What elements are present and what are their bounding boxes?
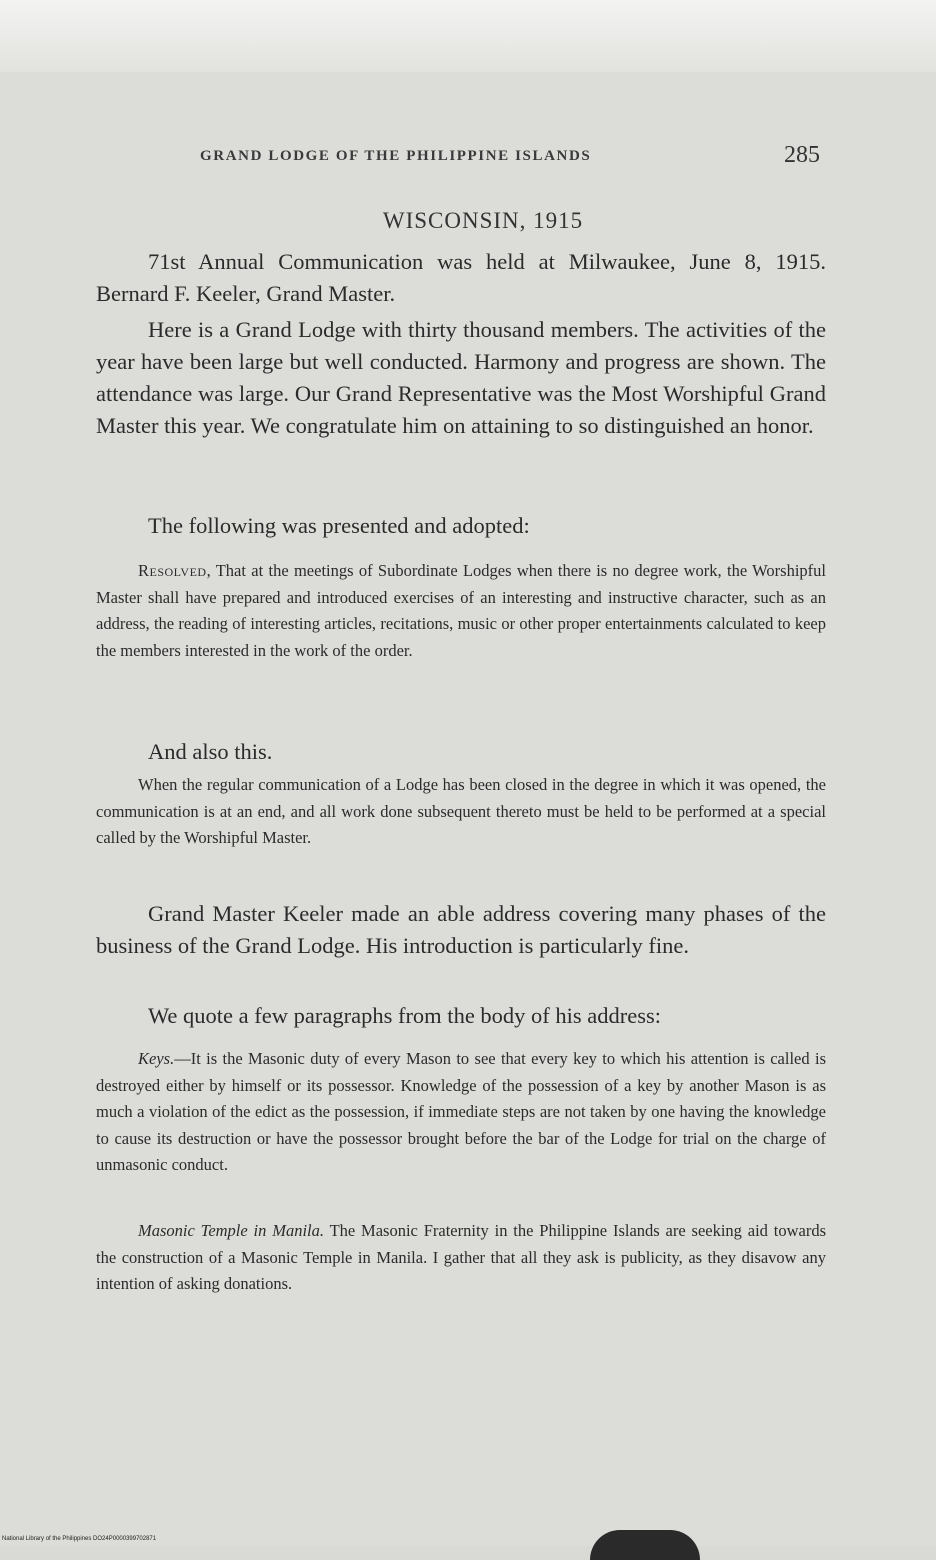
paragraph-quote-intro bbox=[96, 1000, 826, 1032]
resolution-quote bbox=[96, 558, 826, 664]
paragraph-meeting bbox=[96, 246, 826, 310]
paragraph-presented bbox=[96, 510, 826, 542]
paragraph-text: Here is a Grand Lodge with thirty thousand members. The activities of the year have been large but well conducted. Harmony and progress are shown. The attendance was large. Our Grand Representative was the Most Worshipful Grand Master this year. We congratulate him on attaining to so distinguished an honor. bbox=[96, 317, 826, 438]
temple-lead: Masonic Temple in Manila. bbox=[138, 1221, 325, 1240]
scan-top-margin bbox=[0, 0, 936, 72]
running-head: GRAND LODGE OF THE PHILIPPINE ISLANDS bbox=[200, 148, 592, 164]
section-title: WISCONSIN, 1915 bbox=[382, 208, 584, 233]
paragraph-text: 71st Annual Communication was held at Milwaukee, June 8, 1915. Bernard F. Keeler, Grand Master. bbox=[96, 249, 826, 306]
quote-text: When the regular communication of a Lodge has been closed in the degree in which it was opened, the communication is at an end, and all work done subsequent thereto must be held to be performed at a special called by the Worshipful Master. bbox=[96, 775, 826, 847]
communication-quote bbox=[96, 772, 826, 852]
paragraph-address bbox=[96, 898, 826, 962]
page-number: 285 bbox=[784, 142, 820, 168]
keys-quote bbox=[96, 1046, 826, 1179]
paragraph-summary bbox=[96, 314, 826, 442]
resolution-lead: Resolved bbox=[138, 561, 207, 580]
scan-artifact bbox=[590, 1530, 700, 1560]
paragraph-text: The following was presented and adopted: bbox=[148, 513, 530, 538]
resolution-body: , That at the meetings of Subordinate Lodges when there is no degree work, the Worshipful Master shall have prepared and introduced exercises of an interesting and instructive character, such as an address, the reading of interesting articles, recitations, music or other proper entertainments calculated to keep the members interested in the work of the order. bbox=[96, 561, 826, 660]
scan-credit: National Library of the Philippines DO24P0000399702871 bbox=[2, 1536, 157, 1542]
paragraph-text: Grand Master Keeler made an able address covering many phases of the business of the Grand Lodge. His introduction is particularly fine. bbox=[96, 901, 826, 958]
page-header bbox=[200, 142, 820, 172]
paragraph-also bbox=[96, 736, 826, 768]
paragraph-text: And also this. bbox=[148, 739, 273, 764]
paragraph-text: We quote a few paragraphs from the body of his address: bbox=[148, 1003, 662, 1028]
keys-lead: Keys. bbox=[138, 1049, 175, 1068]
keys-body: —It is the Masonic duty of every Mason to see that every key to which his attention is called is destroyed either by himself or its possessor. Knowledge of the possession of a key by another Mason is as much a violation of the edict as the possession, if immediate steps are not taken by one having the knowledge to cause its destruction or have the possessor brought before the bar of the Lodge for trial on the charge of unmasonic conduct. bbox=[96, 1049, 826, 1174]
temple-body: The Masonic Fraternity in the Philippine Islands are seeking aid towards the construction of a Masonic Temple in Manila. I gather that all they ask is publicity, as they disavow any intention of asking donations. bbox=[96, 1221, 826, 1293]
temple-quote bbox=[96, 1218, 826, 1298]
